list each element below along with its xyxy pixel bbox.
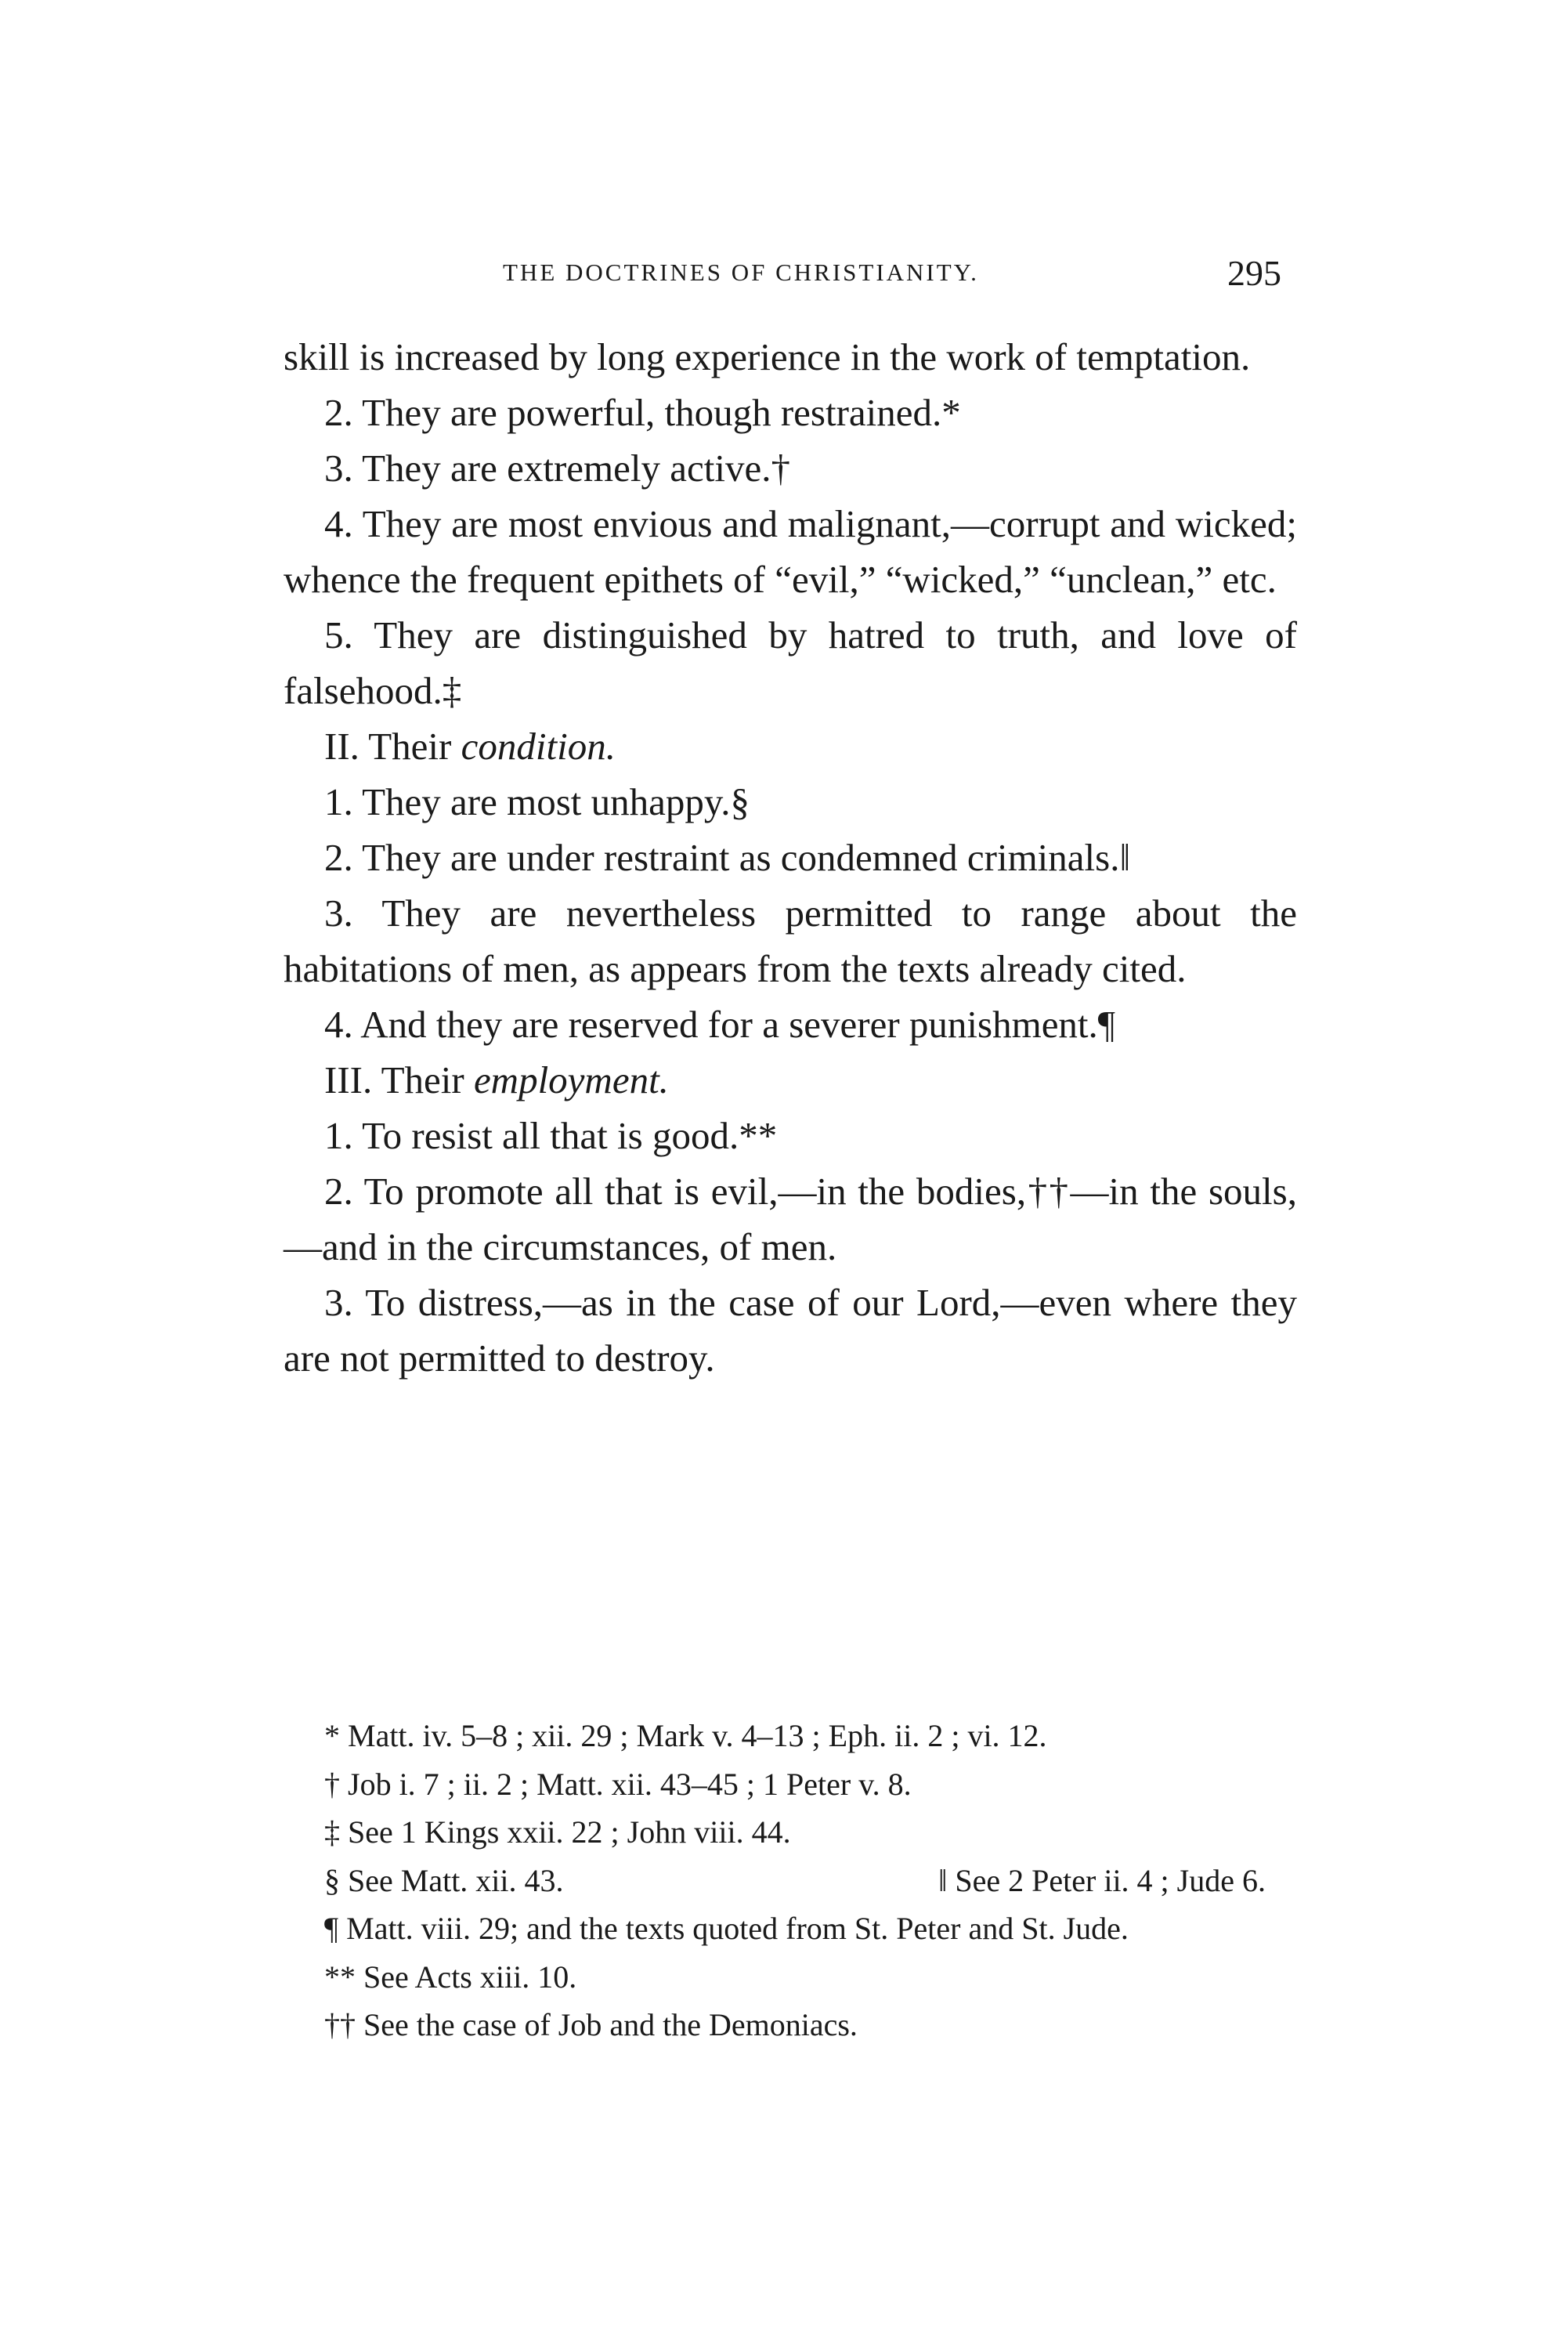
body-text	[284, 329, 1297, 1386]
list-item: 1. To resist all that is good.**	[324, 1114, 778, 1157]
footnote: * Matt. iv. 5–8 ; xii. 29 ; Mark v. 4–13 ; Eph. ii. 2 ; vi. 12.	[324, 1718, 1047, 1753]
list-item: 3. To distress,—as in the case of our Lord,—even where they are not permitted to destroy.	[284, 1281, 1297, 1380]
footnotes	[284, 1712, 1297, 2049]
list-item: 2. They are powerful, though restrained.*	[324, 391, 961, 434]
section-heading-label: II. Their	[324, 725, 461, 768]
list-item: 2. To promote all that is evil,—in the bodies,††—in the souls,—and in the circumstances, of men.	[284, 1170, 1297, 1268]
footnote: ‖ See 2 Peter ii. 4 ; Jude 6.	[938, 1862, 1266, 1898]
paragraph-continuation	[284, 329, 1297, 385]
page-header	[284, 252, 1297, 299]
section-heading-emphasis: condition.	[461, 725, 616, 768]
footnote-row	[284, 1857, 1297, 1905]
list-item: 3. They are nevertheless permitted to range about the habitations of men, as appears from the texts already cited.	[284, 892, 1297, 990]
section-heading	[284, 1052, 1297, 1108]
section-heading	[284, 718, 1297, 774]
footnote: †† See the case of Job and the Demoniacs.	[324, 2007, 858, 2042]
list-item: 2. They are under restraint as condemned criminals.‖	[324, 836, 1131, 879]
footnote: ** See Acts xiii. 10.	[324, 1959, 577, 1995]
footnote: † Job i. 7 ; ii. 2 ; Matt. xii. 43–45 ; 1 Peter v. 8.	[324, 1766, 912, 1802]
list-item: 3. They are extremely active.†	[324, 447, 790, 490]
page-number: 295	[1227, 253, 1281, 293]
list-item: 4. And they are reserved for a severer punishment.¶	[324, 1003, 1116, 1046]
section-heading-label: III. Their	[324, 1058, 474, 1101]
list-item: 4. They are most envious and malignant,—corrupt and wicked; whence the frequent epithets of “evil,” “wicked,” “unclean,” etc.	[284, 502, 1297, 601]
footnote: ¶ Matt. viii. 29; and the texts quoted from St. Peter and St. Jude.	[324, 1911, 1129, 1946]
list-item: 1. They are most unhappy.§	[324, 780, 750, 823]
running-title: THE DOCTRINES OF CHRISTIANITY.	[503, 259, 979, 286]
paragraph-text: skill is increased by long experience in the work of temptation.	[284, 335, 1251, 378]
list-item: 5. They are distinguished by hatred to truth, and love of falsehood.‡	[284, 613, 1297, 712]
section-heading-emphasis: employment.	[473, 1058, 669, 1101]
footnote: ‡ See 1 Kings xxii. 22 ; John viii. 44.	[324, 1814, 791, 1850]
footnote: § See Matt. xii. 43.	[324, 1862, 564, 1898]
